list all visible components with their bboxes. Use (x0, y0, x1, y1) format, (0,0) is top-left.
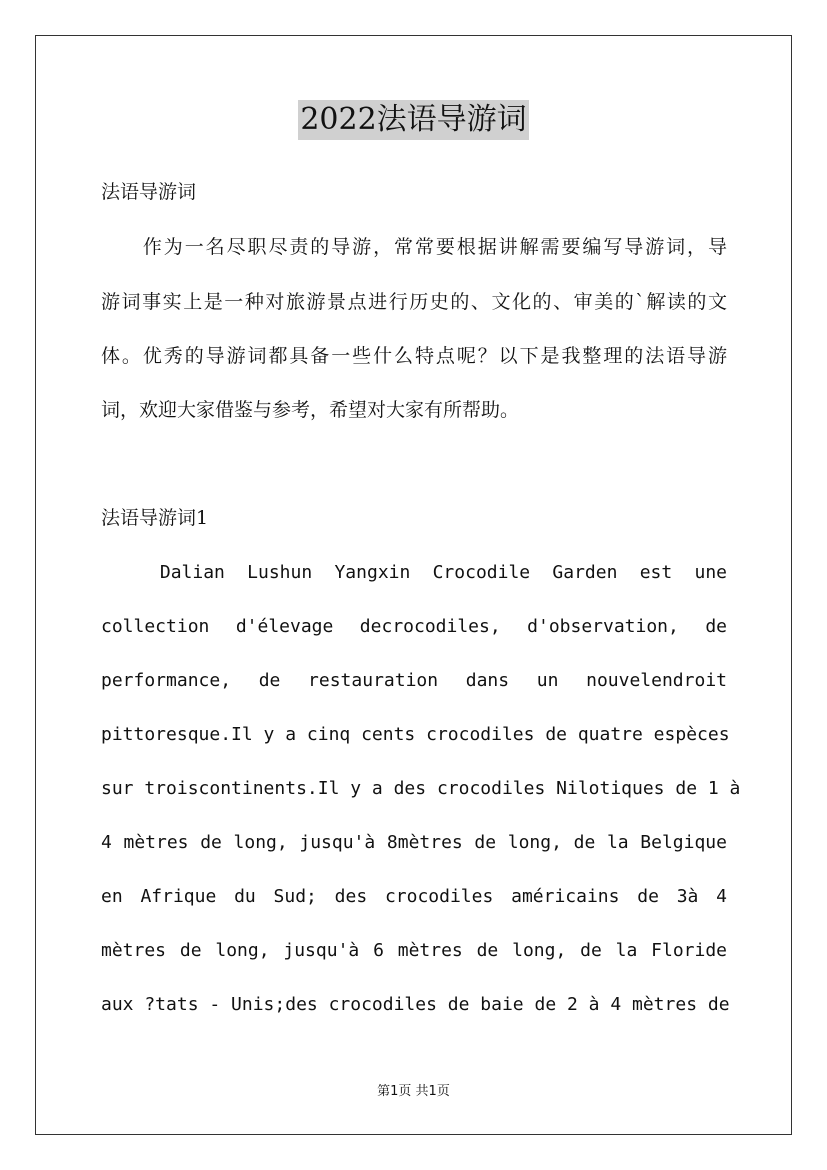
body-line-4: pittoresque.Il y a cinq cents crocodiles de quatre espèces (101, 724, 730, 745)
body-line-6: 4 mètres de long, jusqu'à 8mètres de long, de la Belgique (101, 832, 727, 853)
body-line-3: performance, de restauration dans un nouvelendroit (101, 670, 727, 691)
body-line-2: collection d'élevage decrocodiles, d'observation, de (101, 616, 727, 637)
page-footer: 第1页 共1页 (377, 1084, 450, 1099)
intro-line-3: 体。优秀的导游词都具备一些什么特点呢？以下是我整理的法语导游 (101, 345, 727, 367)
section-heading: 法语导游词 (101, 181, 197, 203)
body-line-9: aux ?tats - Unis;des crocodiles de baie de 2 à 4 mètres de (101, 994, 730, 1015)
document-title: 2022法语导游词 (298, 100, 528, 140)
intro-line-1: 作为一名尽职尽责的导游，常常要根据讲解需要编写导游词，导 (101, 236, 727, 258)
body-line-1: Dalian Lushun Yangxin Crocodile Garden est une (101, 562, 727, 583)
intro-line-2: 游词事实上是一种对旅游景点进行历史的、文化的、审美的`解读的文 (101, 291, 727, 313)
intro-line-4: 词，欢迎大家借鉴与参考，希望对大家有所帮助。 (101, 399, 520, 421)
subheading: 法语导游词1 (101, 507, 209, 529)
body-line-5: sur troiscontinents.Il y a des crocodiles Nilotiques de 1 à (101, 778, 741, 799)
body-line-7: en Afrique du Sud; des crocodiles américains de 3à 4 (101, 886, 727, 907)
body-line-8: mètres de long, jusqu'à 6 mètres de long, de la Floride (101, 940, 727, 961)
